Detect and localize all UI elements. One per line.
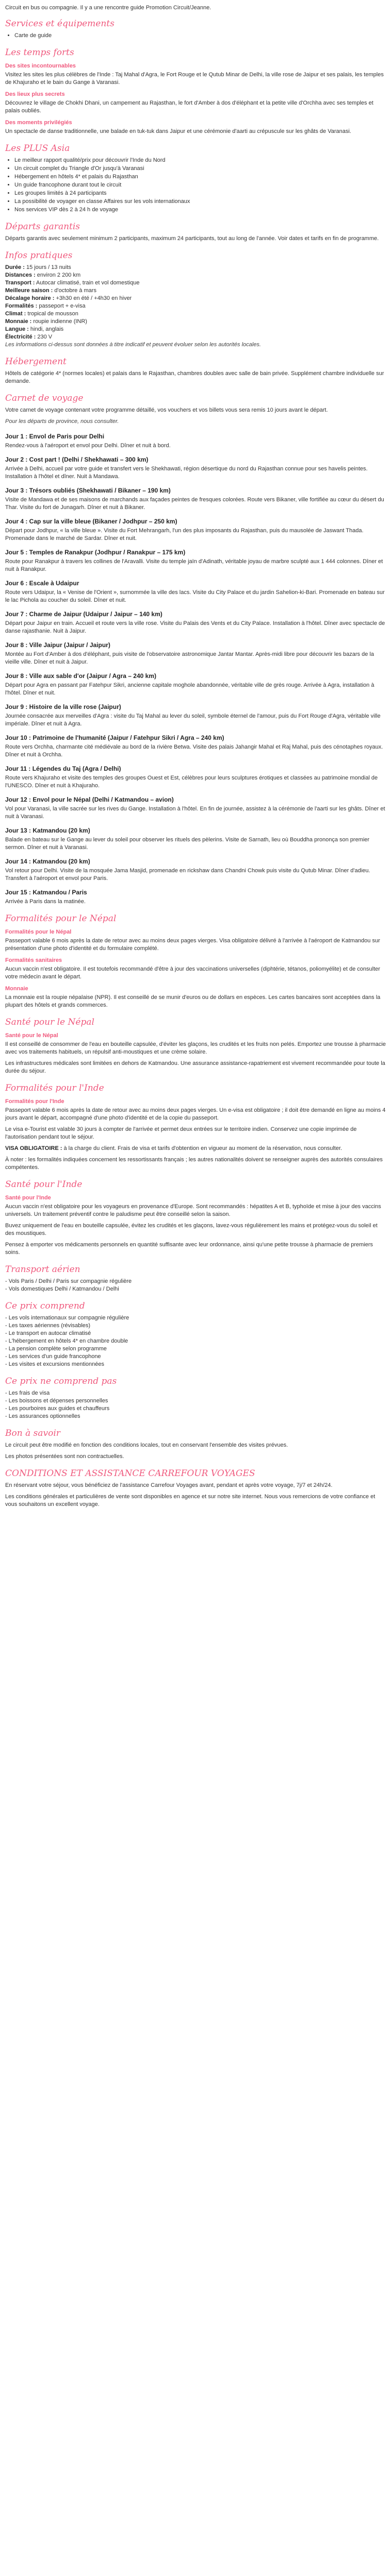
paragraph: Aucun vaccin n'est obligatoire pour les voyageurs en provenance d'Europe. Sont recommandés : hépatites A et B, typhoïde et mise à jour des vaccins universels. Un traitement préventif contre le paludisme peut être conseillé selon la saison.: [5, 1204, 381, 1217]
paragraph: En réservant votre séjour, vous bénéficiez de l'assistance Carrefour Voyages avant, pendant et après votre voyage, 7j/7 et 24h/24.: [5, 1482, 333, 1488]
departures-text: Départs garantis avec seulement minimum 2 participants, maximum 24 participants, tout au long de l'année. Voir dates et tarifs en fin de programme.: [5, 235, 379, 242]
services-list: [5, 32, 386, 40]
info-label: Langue :: [5, 326, 29, 332]
india-health-section: [5, 1179, 386, 1257]
day-text: Visite de Mandawa et de ses maisons de marchands aux façades peintes de fresques colorées. Route vers Bikaner, ville fortifiée au cœur du désert du Thar. Visite du fort de Junagarh. Dîner et nuit à Bikaner.: [5, 497, 384, 511]
highlight-heading: Des moments privilégiés: [5, 120, 72, 126]
info-value: hindi, anglais: [30, 326, 64, 332]
day-title: Jour 10 : Patrimoine de l'humanité (Jaipur / Fatehpur Sikri / Agra – 240 km): [5, 734, 224, 741]
info-row: [5, 326, 386, 333]
info-row: [5, 318, 386, 326]
nepal-health-section: [5, 1016, 386, 1075]
sub-heading: Santé pour le Népal: [5, 1032, 58, 1039]
page: [0, 4, 391, 1531]
sub-heading: Formalités pour l'Inde: [5, 1098, 64, 1105]
nepal-formalities-title: Formalités pour le Népal: [5, 913, 117, 924]
list-item: - Les services d'un guide francophone: [5, 1353, 101, 1360]
itinerary-section: [5, 433, 386, 906]
day-text: Journée consacrée aux merveilles d'Agra : visite du Taj Mahal au lever du soleil, symbole éternel de l'amour, puis du Fort Rouge d'Agra, véritable ville impériale. Dîner et nuit à Agra.: [5, 713, 381, 727]
sub-heading: Formalités sanitaires: [5, 957, 62, 963]
sub-heading: Santé pour l'Inde: [5, 1195, 51, 1201]
highlights-title: Les temps forts: [5, 47, 74, 58]
day-title: Jour 2 : Cost part ! (Delhi / Shekhawati – 300 km): [5, 456, 149, 463]
info-value: passeport + e-visa: [39, 303, 86, 309]
info-value: 230 V: [37, 334, 53, 340]
air-transport-title: Transport aérien: [5, 1264, 80, 1275]
list-item: - L'hébergement en hôtels 4* en chambre double: [5, 1338, 128, 1344]
day-text: Balade en bateau sur le Gange au lever du soleil pour observer les rituels des pèlerins. Visite de Sarnath, lieu où Bouddha prononça son premier sermon. Dîner et nuit à Varanasi.: [5, 837, 370, 851]
departures-title: Départs garantis: [5, 222, 80, 232]
day-title: Jour 13 : Katmandou (20 km): [5, 827, 90, 834]
list-item: - Vols domestiques Delhi / Katmandou / Delhi: [5, 1286, 119, 1292]
paragraph: Passeport valable 6 mois après la date de retour avec au moins deux pages vierges. Un e-visa est obligatoire ; il doit être demandé en ligne au moins 4 jours avant le départ, accompagné d'une photo d'identité et de la copie du passeport.: [5, 1107, 386, 1121]
day-text: Route vers Udaipur, la « Venise de l'Orient », surnommée la ville des lacs. Visite du City Palace et du jardin Sahelion-ki-Bari. Promenade en bateau sur le lac Pichola au coucher du soleil. Dîner et nuit.: [5, 589, 385, 603]
accommodation-text: Hôtels de catégorie 4* (normes locales) et palais dans le Rajasthan, chambres doubles avec salle de bain privée. Supplément chambre individuelle sur demande.: [5, 370, 384, 384]
info-label: Monnaie :: [5, 318, 32, 325]
paragraph: Il est conseillé de consommer de l'eau en bouteille capsulée, d'éviter les glaçons, les crudités et les fruits non pelés. Emportez une trousse à pharmacie avec vos traitements habituels, un répulsif anti-moustiques et une crème solaire.: [5, 1041, 386, 1055]
highlight-text: Un spectacle de danse traditionnelle, une balade en tuk-tuk dans Jaipur et une cérémonie d'aarti au crépuscule sur les ghâts de Varanasi.: [5, 128, 351, 134]
paragraph: Les photos présentées sont non contractuelles.: [5, 1453, 124, 1460]
services-title: Services et équipements: [5, 19, 115, 29]
list-item: • Le meilleur rapport qualité/prix pour découvrir l'Inde du Nord: [14, 157, 386, 164]
list-item: • La possibilité de voyager en classe Affaires sur les vols internationaux: [14, 198, 386, 206]
day-title: Jour 6 : Escale à Udaipur: [5, 580, 79, 587]
practical-info-section: [5, 250, 386, 349]
list-item: - Les visites et excursions mentionnées: [5, 1361, 104, 1367]
visa-text: à la charge du client. Frais de visa et tarifs d'obtention en vigueur au moment de la réservation, nous consulter.: [63, 1145, 343, 1151]
highlight-text: Découvrez le village de Chokhi Dhani, un campement au Rajasthan, le fort d'Amber à dos d'éléphant et la petite ville d'Orchha avec ses temples et palais oubliés.: [5, 100, 373, 114]
list-item: • Les groupes limités à 24 participants: [14, 190, 386, 197]
highlights-section: [5, 47, 386, 135]
info-row: [5, 295, 386, 302]
info-note: Les informations ci-dessus sont données à titre indicatif et peuvent évoluer selon les autorités locales.: [5, 342, 261, 348]
plus-section: [5, 143, 386, 214]
day-title: Jour 15 : Katmandou / Paris: [5, 889, 87, 896]
day-text: Vol retour pour Delhi. Visite de la mosquée Jama Masjid, promenade en rickshaw dans Chandni Chowk puis visite du Qutub Minar. Dîner d'adieu. Transfert à l'aéroport et envol pour Paris.: [5, 868, 370, 882]
info-label: Meilleure saison :: [5, 287, 53, 294]
paragraph: La monnaie est la roupie népalaise (NPR). Il est conseillé de se munir d'euros ou de dollars en espèces. Les cartes bancaires sont acceptées dans la plupart des hôtels et grands commerces.: [5, 994, 381, 1008]
info-row: [5, 279, 386, 287]
price-excludes-section: [5, 1376, 386, 1420]
info-value: Autocar climatisé, train et vol domestique: [36, 280, 140, 286]
list-item: - Les boissons et dépenses personnelles: [5, 1398, 108, 1404]
day-title: Jour 5 : Temples de Ranakpur (Jodhpur / Ranakpur – 175 km): [5, 549, 186, 556]
day-text: Départ pour Jaipur en train. Accueil et route vers la ville rose. Visite du Palais des Vents et du City Palace. Installation à l'hôtel. Dîner avec spectacle de danse rajasthanie. Nuit à Jaipur.: [5, 620, 385, 634]
day-text: Arrivée à Paris dans la matinée.: [5, 899, 86, 905]
price-includes-title: Ce prix comprend: [5, 1301, 85, 1311]
good-to-know-section: [5, 1428, 386, 1461]
departures-section: [5, 221, 386, 243]
list-item: • Un circuit complet du Triangle d'Or jusqu'à Varanasi: [14, 165, 386, 173]
paragraph: Les conditions générales et particulières de vente sont disponibles en agence et sur notre site internet. Nous vous remercions de votre confiance et vous souhaitons un excellent voyage.: [5, 1494, 376, 1507]
day-text: Vol pour Varanasi, la ville sacrée sur les rives du Gange. Installation à l'hôtel. En fin de journée, assistez à la cérémonie de l'aarti sur les ghâts. Dîner et nuit à Varanasi.: [5, 806, 385, 820]
sub-heading: Formalités pour le Népal: [5, 929, 72, 935]
info-row: [5, 302, 386, 310]
day-title: Jour 8 : Ville aux sable d'or (Jaipur / Agra – 240 km): [5, 672, 156, 680]
nepal-formalities-section: [5, 913, 386, 1009]
list-item: - Les pourboires aux guides et chauffeurs: [5, 1405, 110, 1412]
day-text: Rendez-vous à l'aéroport et envol pour Delhi. Dîner et nuit à bord.: [5, 443, 171, 449]
conditions-section: [5, 1468, 386, 1509]
info-row: [5, 310, 386, 318]
paragraph: Le visa e-Tourist est valable 30 jours à compter de l'arrivée et permet deux entrées sur le territoire indien. Conservez une copie imprimée de l'autorisation pendant tout le séjour.: [5, 1126, 357, 1140]
sub-heading: Monnaie: [5, 986, 28, 992]
travel-book-note: Pour les départs de province, nous consulter.: [5, 418, 119, 425]
price-includes-section: [5, 1300, 386, 1368]
info-label: Durée :: [5, 264, 25, 270]
practical-info-title: Infos pratiques: [5, 250, 73, 261]
info-value: d'octobre à mars: [54, 287, 96, 294]
air-transport-section: [5, 1264, 386, 1293]
info-label: Formalités :: [5, 303, 38, 309]
list-item: - La pension complète selon programme: [5, 1346, 107, 1352]
highlight-text: Visitez les sites les plus célèbres de l'Inde : Taj Mahal d'Agra, le Fort Rouge et le Qutub Minar de Delhi, la ville rose de Jaipur et ses palais, les temples de Khajuraho et le bain du Gange à Varanasi.: [5, 72, 384, 86]
travel-book-title: Carnet de voyage: [5, 393, 84, 403]
paragraph: À noter : les formalités indiquées concernent les ressortissants français ; les autres nationalités doivent se renseigner auprès des autorités consulaires compétentes.: [5, 1157, 383, 1171]
info-row: [5, 333, 386, 341]
day-text: Route vers Khajuraho et visite des temples des groupes Ouest et Est, célèbres pour leurs sculptures érotiques et classées au patrimoine mondial de l'UNESCO. Dîner et nuit à Khajuraho.: [5, 775, 378, 789]
day-text: Arrivée à Delhi, accueil par votre guide et transfert vers le Shekhawati, région désertique du nord du Rajasthan connue pour ses havelis peintes. Installation à l'hôtel et dîner. Nuit à Mandawa.: [5, 466, 368, 480]
info-label: Électricité :: [5, 334, 36, 340]
accommodation-title: Hébergement: [5, 357, 67, 367]
paragraph: Passeport valable 6 mois après la date de retour avec au moins deux pages vierges. Visa obligatoire délivré à l'arrivée à l'aéroport de Katmandou sur présentation d'une photo d'identité et du formulaire complété.: [5, 938, 380, 952]
price-excludes-title: Ce prix ne comprend pas: [5, 1376, 117, 1386]
info-row: [5, 264, 386, 272]
day-text: Montée au Fort d'Amber à dos d'éléphant, puis visite de l'observatoire astronomique Jantar Mantar. Après-midi libre pour découvrir les bazars de la vieille ville. Dîner et nuit à Jaipur.: [5, 651, 374, 665]
india-formalities-title: Formalités pour l'Inde: [5, 1083, 104, 1093]
info-value: tropical de mousson: [27, 311, 78, 317]
conditions-title: CONDITIONS ET ASSISTANCE CARREFOUR VOYAGES: [5, 1468, 255, 1479]
paragraph: Les infrastructures médicales sont limitées en dehors de Katmandou. Une assurance assistance-rapatriement est vivement recommandée pour toute la durée du séjour.: [5, 1060, 385, 1074]
day-text: Départ pour Jodhpur, « la ville bleue ». Visite du Fort Mehrangarh, l'un des plus imposants du Rajasthan, puis du mausolée de Jaswant Thada. Promenade dans le marché de Sardar. Dîner et nuit.: [5, 528, 364, 541]
list-item: - Les taxes aériennes (révisables): [5, 1323, 91, 1329]
info-value: roupie indienne (INR): [33, 318, 87, 325]
day-title: Jour 8 : Ville Jaipur (Jaipur / Jaipur): [5, 641, 110, 649]
paragraph: Buvez uniquement de l'eau en bouteille capsulée, évitez les crudités et les glaçons, lavez-vous régulièrement les mains et protégez-vous du soleil et des moustiques.: [5, 1223, 378, 1236]
list-item: • Un guide francophone durant tout le circuit: [14, 181, 386, 189]
list-item: • Carte de guide: [14, 32, 386, 40]
day-text: Route pour Ranakpur à travers les collines de l'Aravalli. Visite du temple jaïn d'Adinath, véritable joyau de marbre sculpté aux 1 444 colonnes. Dîner et nuit à Ranakpur.: [5, 558, 383, 572]
plus-list: [5, 157, 386, 214]
info-row: [5, 287, 386, 295]
info-label: Transport :: [5, 280, 35, 286]
day-title: Jour 7 : Charme de Jaipur (Udaipur / Jaipur – 140 km): [5, 611, 162, 618]
day-title: Jour 9 : Histoire de la ville rose (Jaipur): [5, 703, 121, 710]
india-formalities-section: [5, 1082, 386, 1172]
visa-label: VISA OBLIGATOIRE :: [5, 1145, 62, 1151]
paragraph: Pensez à emporter vos médicaments personnels en quantité suffisante avec leur ordonnance, ainsi qu'une petite trousse à pharmacie de premiers soins.: [5, 1242, 373, 1256]
day-title: Jour 11 : Légendes du Taj (Agra / Delhi): [5, 765, 121, 772]
list-item: • Hébergement en hôtels 4* et palais du Rajasthan: [14, 173, 386, 181]
services-section: [5, 18, 386, 40]
plus-title: Les PLUS Asia: [5, 143, 70, 154]
intro-text: Circuit en bus ou compagnie. Il y a une rencontre guide Promotion Circuit/Jeanne.: [5, 5, 211, 11]
day-text: Route vers Orchha, charmante cité médiévale au bord de la rivière Betwa. Visite des palais Jahangir Mahal et Raj Mahal, puis des cénotaphes royaux. Dîner et nuit à Orchha.: [5, 744, 383, 758]
good-to-know-title: Bon à savoir: [5, 1428, 60, 1438]
day-text: Départ pour Agra en passant par Fatehpur Sikri, ancienne capitale moghole abandonnée, véritable ville de grès rouge. Arrivée à Agra, installation à l'hôtel. Dîner et nuit.: [5, 682, 374, 696]
day-title: Jour 4 : Cap sur la ville bleue (Bikaner / Jodhpur – 250 km): [5, 518, 177, 525]
paragraph: Aucun vaccin n'est obligatoire. Il est toutefois recommandé d'être à jour des vaccinations universelles (diphtérie, tétanos, poliomyélite) et de consulter votre médecin avant le départ.: [5, 966, 380, 980]
list-item: - Les frais de visa: [5, 1390, 50, 1396]
info-value: 15 jours / 13 nuits: [26, 264, 71, 270]
day-title: Jour 3 : Trésors oubliés (Shekhawati / Bikaner – 190 km): [5, 487, 171, 494]
travel-book-section: [5, 393, 386, 426]
day-title: Jour 12 : Envol pour le Népal (Delhi / Katmandou – avion): [5, 796, 174, 803]
list-item: • Nos services VIP dès 2 à 24 h de voyage: [14, 206, 386, 214]
list-item: - Vols Paris / Delhi / Paris sur compagnie régulière: [5, 1278, 132, 1284]
accommodation-section: [5, 356, 386, 385]
day-title: Jour 14 : Katmandou (20 km): [5, 858, 90, 865]
day-title: Jour 1 : Envol de Paris pour Delhi: [5, 433, 105, 440]
india-health-title: Santé pour l'Inde: [5, 1179, 83, 1190]
list-item: - Le transport en autocar climatisé: [5, 1330, 91, 1336]
info-label: Climat :: [5, 311, 26, 317]
list-item: - Les vols internationaux sur compagnie régulière: [5, 1315, 129, 1321]
info-label: Distances :: [5, 272, 36, 278]
paragraph: Le circuit peut être modifié en fonction des conditions locales, tout en conservant l'ensemble des visites prévues.: [5, 1442, 288, 1448]
list-item: - Les assurances optionnelles: [5, 1413, 80, 1419]
nepal-health-title: Santé pour le Népal: [5, 1017, 94, 1027]
info-label: Décalage horaire :: [5, 295, 55, 301]
travel-book-text: Votre carnet de voyage contenant votre programme détaillé, vos vouchers et vos billets vous sera remis 10 jours avant le départ.: [5, 407, 328, 413]
highlight-heading: Des sites incontournables: [5, 63, 76, 69]
highlight-heading: Des lieux plus secrets: [5, 91, 65, 97]
info-value: +3h30 en été / +4h30 en hiver: [56, 295, 132, 301]
visa-paragraph: [5, 1145, 386, 1153]
info-row: [5, 272, 386, 279]
info-value: environ 2 200 km: [37, 272, 81, 278]
